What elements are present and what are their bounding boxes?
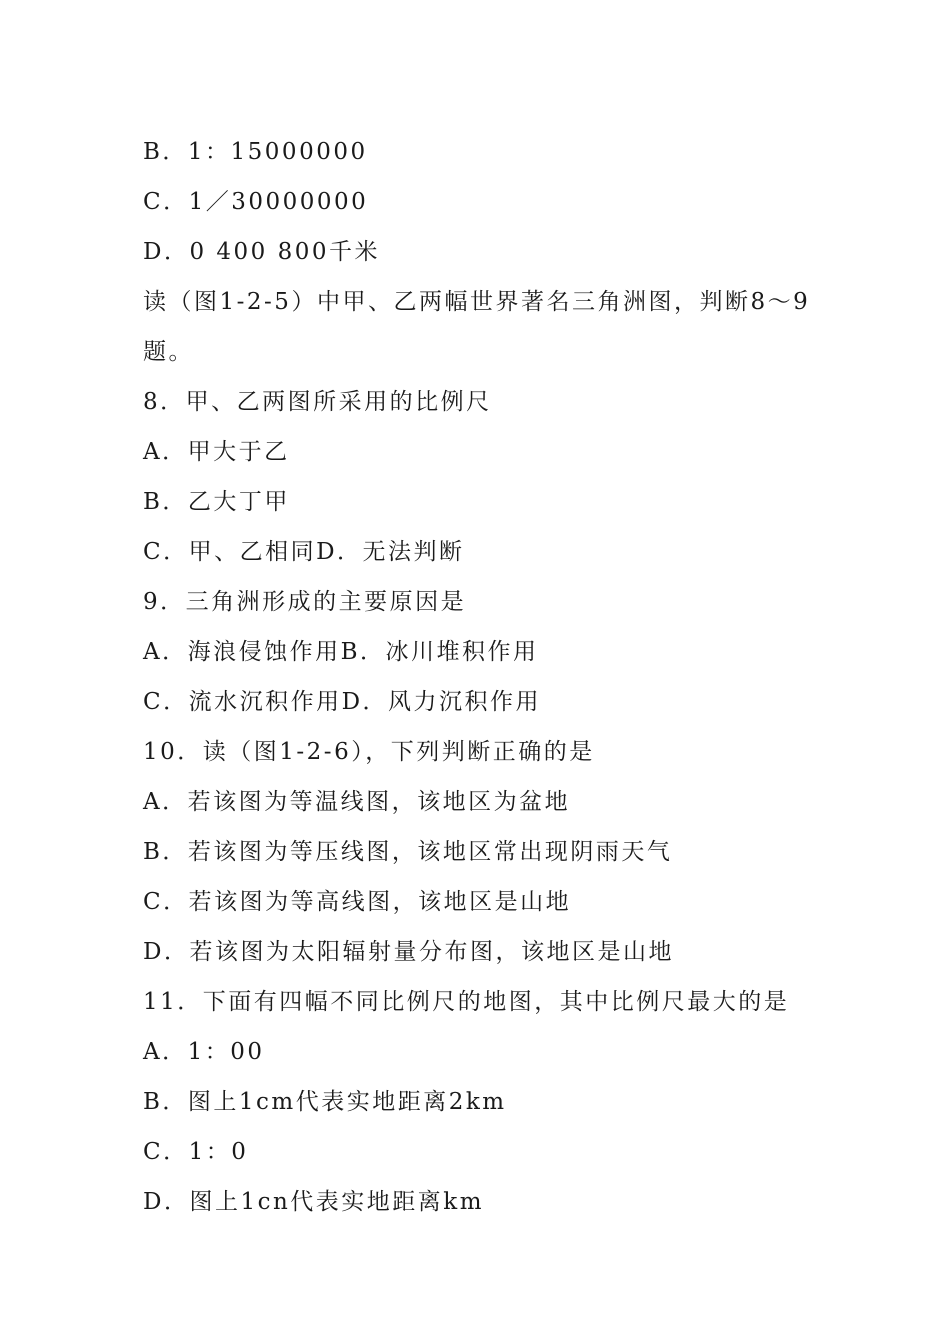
question-10-option-d: D．若该图为太阳辐射量分布图，该地区是山地 [143,939,674,965]
question-9: 9．三角洲形成的主要原因是 [143,589,467,615]
option-c-scale: C．1／30000000 [143,189,369,215]
question-11-option-a: A．1：00 [143,1039,265,1065]
question-11-option-c: C．1：0 [143,1139,249,1165]
question-intro-line-2: 题。 [143,339,194,365]
question-10-option-a: A．若该图为等温线图，该地区为盆地 [143,789,571,815]
question-intro-line-1: 读（图1-2-5）中甲、乙两幅世界著名三角洲图，判断8～9 [143,289,811,315]
question-10-option-b: B．若该图为等压线图，该地区常出现阴雨天气 [143,839,673,865]
question-8-option-c-d: C．甲、乙相同D．无法判断 [143,539,465,565]
question-8-option-a: A．甲大于乙 [143,439,290,465]
option-b-scale: B．1：15000000 [143,139,368,165]
question-9-option-c-d: C．流水沉积作用D．风力沉积作用 [143,689,542,715]
question-9-option-a-b: A．海浪侵蚀作用B．冰川堆积作用 [143,639,539,665]
question-11-option-b: B．图上1cm代表实地距离2km [143,1089,507,1115]
question-11: 11．下面有四幅不同比例尺的地图，其中比例尺最大的是 [143,989,790,1015]
question-8: 8．甲、乙两图所采用的比例尺 [143,389,492,415]
question-8-option-b: B．乙大丁甲 [143,489,290,515]
question-10-option-c: C．若该图为等高线图，该地区是山地 [143,889,572,915]
question-10: 10．读（图1-2-6），下列判断正确的是 [143,739,595,765]
question-11-option-d: D．图上1cn代表实地距离km [143,1189,485,1215]
option-d-scale: D．0 400 800千米 [143,239,380,265]
